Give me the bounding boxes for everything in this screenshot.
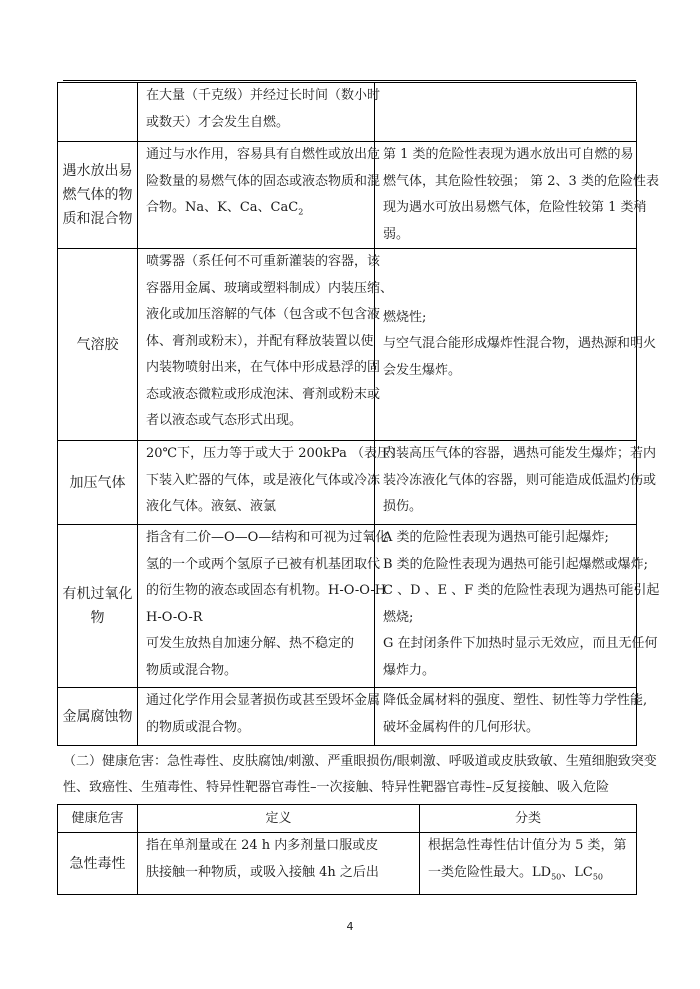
text-line: 燃烧; (383, 609, 414, 625)
text-line: 会发生爆炸。 (383, 362, 462, 378)
text-line: 根据急性毒性估计值分为 5 类，第 (428, 838, 627, 853)
category-cell (58, 249, 138, 441)
text-line: 通过化学作用会显著损伤或甚至毁坏金属 (146, 693, 381, 708)
category-label: 燃气体的物 (62, 187, 133, 203)
class-cell (375, 249, 657, 441)
column-header: 分类 (420, 805, 637, 833)
table-row (58, 83, 637, 142)
table-row (58, 441, 637, 525)
table-row (58, 833, 637, 895)
table-row (58, 249, 637, 441)
text-line: B 类的危险性表现为遇热可能引起爆燃或爆炸; (383, 556, 649, 572)
page-number: 4 (346, 920, 354, 933)
class-cell (375, 688, 648, 746)
definition-cell (138, 83, 381, 142)
category-label: 遇水放出易 (62, 163, 133, 179)
category-cell (58, 83, 138, 142)
text-fragment: 、LC (561, 864, 593, 880)
category-label: 金属腐蚀物 (62, 708, 133, 725)
text-line: G 在封闭条件下加热时显示无效应，而且无任何 (383, 636, 658, 651)
class-cell (375, 525, 660, 688)
text-line: C 、D 、E 、F 类的危险性表现为遇热可能引起 (383, 583, 660, 598)
text-line: 损伤。 (383, 499, 423, 514)
text-line (428, 860, 628, 887)
text-line: 燃烧性; (383, 309, 427, 325)
text-line: 态或液态微粒或形成泡沫、膏剂或粉末或 (146, 386, 381, 402)
header-row (58, 805, 637, 833)
text-line: 险数量的易燃气体的固态或液态物质和混 (146, 173, 381, 189)
category-cell (58, 525, 138, 688)
text-line: 液化气体。液氨、液氯 (146, 499, 277, 514)
text-line: 内装物喷射出来，在气体中形成悬浮的固 (146, 360, 381, 375)
text-line: 20℃下，压力等于或大于 200kPa （表压） (146, 446, 403, 461)
definition-cell (138, 249, 394, 441)
text-line: 者以液态或气态形式出现。 (146, 413, 303, 428)
class-cell (375, 441, 657, 525)
health-hazard-table (57, 804, 637, 895)
table-row (58, 525, 637, 688)
text-line: 物质或混合物。 (146, 662, 238, 678)
category-cell: 急性毒性 (58, 833, 138, 895)
text-line: 肤接触一种物质，或吸入接触 4h 之后出 (146, 864, 379, 880)
text-line: 与空气混合能形成爆炸性混合物，遇热源和明火 (383, 336, 657, 352)
text-line: 的衍生物的液态或固态有机物。H-O-O-H (146, 583, 387, 598)
text-line: 性、致癌性、生殖毒性、特异性靶器官毒性–一次接触、特异性靶器官毒性–反复接触、吸入危险 (63, 780, 610, 795)
category-cell (58, 688, 138, 746)
class-cell (375, 142, 659, 249)
text-line: 弱。 (383, 226, 410, 242)
text-line: 内装高压气体的容器，遇热可能发生爆炸；若内 (383, 446, 657, 461)
formula-text: 合物。Na、K、Ca、CaC (146, 200, 299, 215)
definition-cell (138, 688, 381, 746)
text-line: 或数天）才会发生自燃。 (146, 114, 290, 130)
text-line: 现为遇水可放出易燃气体，危险性较第 1 类稍 (383, 200, 647, 215)
text-line: 可发生放热自加速分解、热不稳定的 (146, 636, 355, 651)
header-rule (63, 80, 636, 81)
class-cell (420, 833, 637, 895)
class-cell (375, 83, 637, 142)
hazard-table (57, 82, 660, 746)
text-fragment: 一类危险性最大。LD (428, 864, 552, 880)
definition-cell (138, 525, 389, 688)
text-line: 装冷冻液化气体的容器，则可能造成低温灼伤或 (383, 472, 657, 488)
category-label: 物 (90, 610, 105, 626)
category-label: 气溶胶 (76, 336, 119, 353)
text-line: 下装入贮器的气体，或是液化气体或冷冻 (146, 472, 381, 488)
text-line: 的物质或混合物。 (146, 719, 251, 735)
subscript: 2 (298, 207, 304, 217)
definition-cell (138, 142, 381, 249)
text-line (146, 195, 366, 222)
table-row (58, 142, 637, 249)
category-label: 有机过氧化 (62, 586, 133, 602)
text-line: 体、膏剂或粉末），并配有释放装置以使 (146, 333, 374, 349)
text-line: 降低金属材料的强度、塑性、韧性等力学性能, (383, 693, 648, 708)
text-line: A 类的危险性表现为遇热可能引起爆炸; (383, 530, 609, 545)
subscript: 50 (592, 872, 604, 882)
text-line: 通过与水作用，容易具有自燃性或放出危 (146, 147, 381, 162)
text-line: 氢的一个或两个氢原子已被有机基团取代 (146, 556, 381, 572)
column-header: 定义 (138, 805, 420, 833)
text-line: 破坏金属构件的几何形状。 (383, 719, 540, 735)
text-line: H-O-O-R (146, 609, 203, 625)
text-line: （二）健康危害：急性毒性、皮肤腐蚀/刺激、严重眼损伤/眼刺激、呼吸道或皮肤致敏、生殖细胞致突变 (63, 754, 657, 769)
text-line: 燃气体，其危险性较强； 第 2、3 类的危险性表 (383, 173, 659, 189)
text-line: 爆炸力。 (383, 662, 436, 678)
category-cell (58, 142, 138, 249)
category-label: 加压气体 (69, 474, 126, 491)
text-line: 指在单剂量或在 24 h 内多剂量口服或皮 (146, 838, 379, 853)
category-cell (58, 441, 138, 525)
text-line: 喷雾器（系任何不可重新灌装的容器，该 (146, 254, 381, 269)
definition-cell (138, 833, 420, 895)
column-header: 健康危害 (58, 805, 138, 833)
subscript: 50 (551, 872, 562, 882)
text-line: 容器用金属、玻璃或塑料制成）内装压缩、 (146, 280, 394, 296)
table-row (58, 688, 637, 746)
text-line: 指含有二价—O—O—结构和可视为过氧化 (146, 530, 389, 545)
text-line: 在大量（千克级）并经过长时间（数小时 (146, 88, 381, 103)
category-label: 质和混合物 (62, 211, 133, 227)
text-line: 液化或加压溶解的气体（包含或不包含液 (146, 307, 381, 322)
health-hazard-note (63, 749, 657, 801)
text-line: 第 1 类的危险性表现为遇水放出可自燃的易 (383, 147, 634, 162)
